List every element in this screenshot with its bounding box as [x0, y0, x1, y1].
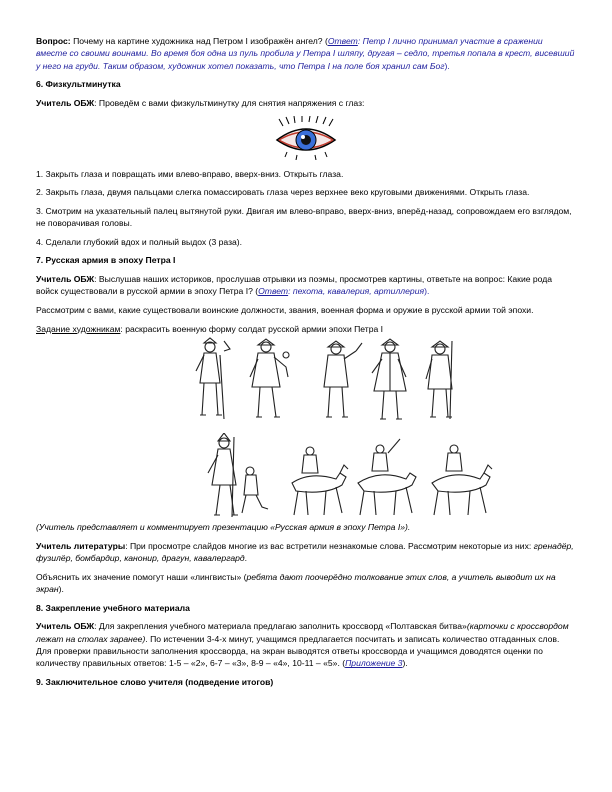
answer-close: ). [444, 60, 450, 71]
section-7-heading: 7. Русская армия в эпоху Петра I [36, 255, 176, 266]
literature-words: гренадёр, фузилёр, бомбардир, канонир, драгун, кавалергард [36, 540, 574, 563]
teacher-label: Учитель ОБЖ [36, 621, 95, 632]
section-7-para2: Рассмотрим с вами, какие существовали воинские должности, звания, военная форма и оружие в русской армии той эпохи. [36, 304, 534, 315]
explain-end: ). [58, 583, 64, 594]
step-2: 2. Закрыть глаза, двумя пальцами слегка помассировать глаза через верхнее веко круговыми движениями. Открыть глаза. [36, 187, 530, 198]
teacher-label: Учитель ОБЖ [36, 273, 95, 284]
section-8-heading: 8. Закрепление учебного материала [36, 602, 190, 613]
section-6-heading: 6. Физкультминутка [36, 79, 121, 90]
section-8-paragraph [36, 620, 576, 670]
literature-end: . [244, 552, 248, 563]
section-8-text-1: : Для закрепления учебного материала предлагаю заполнить кроссворд «Полтавская битва» [94, 621, 467, 632]
teacher-text: : Проведём с вами физкультминутку для снятия напряжения с глаз: [94, 98, 365, 108]
teacher-label: Учитель ОБЖ [36, 98, 95, 108]
artist-task [36, 323, 576, 335]
section-8-close: ). [402, 658, 408, 669]
teacher-text: : Выслушав наших историков, прослушав отрывки из поэмы, просмотрев картины, ответьте на вопрос: Какие рода войск существовали в русской армии в эпоху Петра I? ( [36, 273, 553, 297]
eye-icon [273, 116, 339, 160]
question-label: Вопрос: [36, 36, 71, 46]
answer-label: Ответ [258, 286, 289, 297]
explain-paragraph [36, 571, 576, 596]
cavalry-drawing [36, 433, 576, 521]
question-text: Почему на картине художника над Петром I изображён ангел? ( [70, 36, 328, 46]
section-9-heading: 9. Заключительное слово учителя (подведение итогов) [36, 676, 274, 687]
answer-label: Ответ [327, 36, 358, 46]
eye-illustration [36, 116, 576, 160]
explain-text: Объяснить их значение помогут наши «лингвисты» ( [36, 571, 247, 582]
soldiers-illustration-row-2 [36, 433, 576, 521]
appendix-link[interactable]: Приложение 3 [345, 658, 403, 669]
explain-italic: ребята дают поочерёдно толкование этих слов, а учитель выводит их на экран [36, 571, 556, 594]
presentation-caption: (Учитель представляет и комментирует презентацию «Русская армия в эпоху Петра I»). [36, 521, 411, 532]
section-8-text-2: . По истечении 3-4-х минут, учащимся предлагается посчитать и записать количество отгаданных слов. Для проверки правильности заполнения кроссворда, на экран выводятся ответы кроссворда и учащимся доводятся оценки по количеству правильных ответов: 1-5 – «2», 6-7 – «3», 8-9 – «4», 10-11 – «5». ( [36, 633, 560, 669]
section-7-question [36, 273, 576, 298]
literature-teacher-label: Учитель литературы [36, 540, 126, 551]
soldiers-drawing [36, 337, 576, 425]
answer-text: : Петр I лично принимал участие в сражении вместе со своими воинами. Во время боя одна из пуль пробила у Петра I шляпу, другая – седло, третья попала в крест, висевший у него на груди. Таким образом, художник хотел показать, что Петра I на поле боя хранил сам Бог [36, 36, 575, 71]
answer-close: ). [424, 286, 430, 297]
step-1: 1. Закрыть глаза и повращать ими влево-вправо, вверх-вниз. Открыть глаза. [36, 168, 344, 179]
step-3: 3. Смотрим на указательный палец вытянутой руки. Двигая им влево-вправо, вверх-вниз, вперёд-назад, сопровождаем его взглядом, не поворачивая головы. [36, 205, 572, 229]
task-text: : раскрасить военную форму солдат русской армии эпохи Петра I [120, 323, 384, 334]
section-6-intro [36, 97, 576, 109]
section-8-italic: (карточки с кроссвордом лежат на столах заранее) [36, 621, 569, 644]
soldiers-illustration-row-1 [36, 337, 576, 425]
step-4: 4. Сделали глубокий вдох и полный выдох (3 раза). [36, 236, 243, 247]
task-label: Задание художникам [36, 323, 121, 334]
question-paragraph [36, 35, 576, 72]
literature-text: : При просмотре слайдов многие из вас встретили незнакомые слова. Рассмотрим некоторые из них: [125, 540, 534, 551]
answer-text: : пехота, кавалерия, артиллерия [288, 286, 425, 297]
literature-paragraph [36, 540, 576, 565]
document-page [36, 35, 576, 695]
